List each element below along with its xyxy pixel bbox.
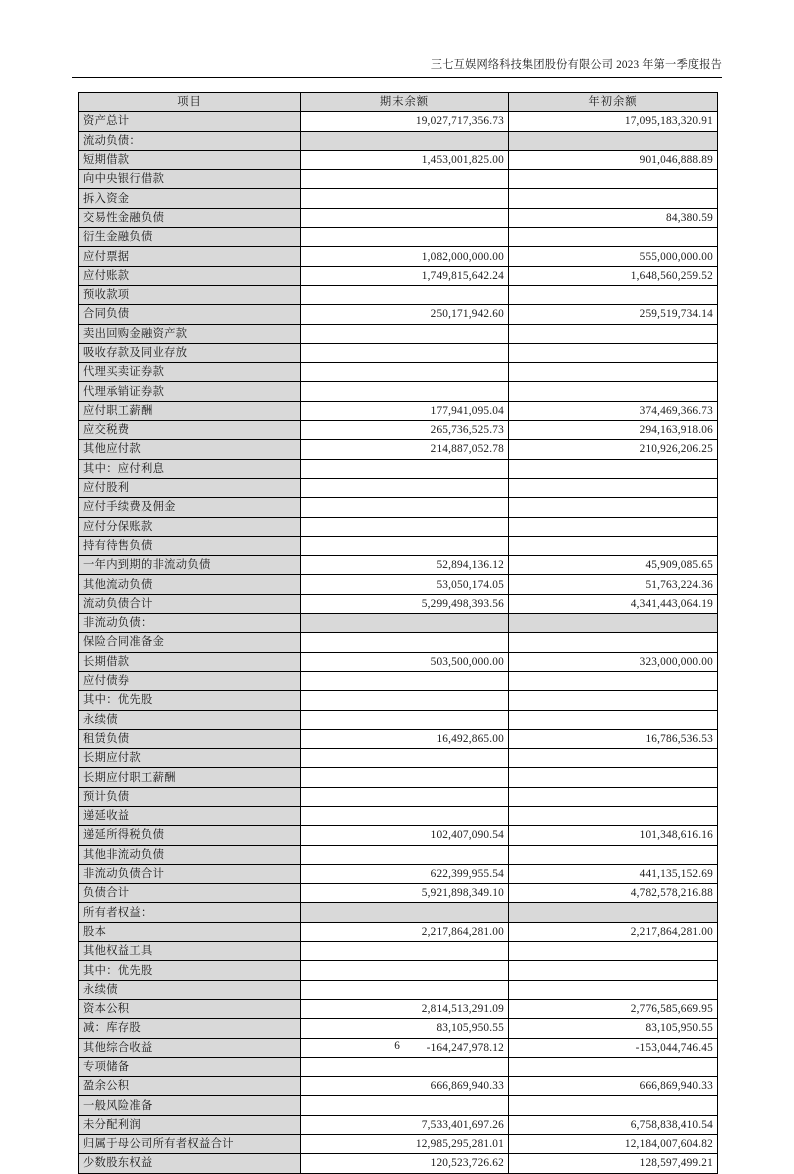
cell-year-begin bbox=[509, 614, 718, 633]
cell-period-end bbox=[301, 1096, 509, 1115]
cell-period-end bbox=[301, 131, 509, 150]
cell-year-begin bbox=[509, 324, 718, 343]
table-row bbox=[79, 691, 718, 710]
table-row bbox=[79, 324, 718, 343]
cell-period-end bbox=[301, 343, 509, 362]
cell-period-end bbox=[301, 671, 509, 690]
cell-period-end: 622,399,955.54 bbox=[301, 864, 509, 883]
row-label: 资产总计 bbox=[79, 112, 301, 131]
cell-period-end bbox=[301, 189, 509, 208]
cell-period-end: 83,105,950.55 bbox=[301, 1019, 509, 1038]
table-row bbox=[79, 556, 718, 575]
cell-year-begin bbox=[509, 806, 718, 825]
table-row bbox=[79, 536, 718, 555]
table-row bbox=[79, 1154, 718, 1173]
row-label: 流动负债合计 bbox=[79, 594, 301, 613]
cell-year-begin: 2,217,864,281.00 bbox=[509, 922, 718, 941]
cell-period-end bbox=[301, 228, 509, 247]
cell-period-end bbox=[301, 498, 509, 517]
table-row bbox=[79, 826, 718, 845]
table-row bbox=[79, 459, 718, 478]
table-row bbox=[79, 208, 718, 227]
cell-period-end bbox=[301, 324, 509, 343]
cell-period-end: 2,217,864,281.00 bbox=[301, 922, 509, 941]
table-row bbox=[79, 1135, 718, 1154]
cell-year-begin bbox=[509, 228, 718, 247]
cell-year-begin: 1,648,560,259.52 bbox=[509, 266, 718, 285]
row-label: 非流动负债合计 bbox=[79, 864, 301, 883]
table-row bbox=[79, 999, 718, 1018]
column-header-period-end: 期末余额 bbox=[301, 93, 509, 112]
table-row bbox=[79, 768, 718, 787]
cell-year-begin bbox=[509, 189, 718, 208]
cell-year-begin bbox=[509, 478, 718, 497]
row-label: 长期借款 bbox=[79, 652, 301, 671]
table-row bbox=[79, 131, 718, 150]
cell-year-begin: 6,758,838,410.54 bbox=[509, 1115, 718, 1134]
table-row bbox=[79, 305, 718, 324]
row-label: 一年内到期的非流动负债 bbox=[79, 556, 301, 575]
row-label: 持有待售负债 bbox=[79, 536, 301, 555]
cell-year-begin: 441,135,152.69 bbox=[509, 864, 718, 883]
table-row bbox=[79, 922, 718, 941]
cell-period-end bbox=[301, 478, 509, 497]
table-row bbox=[79, 671, 718, 690]
table-row bbox=[79, 594, 718, 613]
cell-year-begin bbox=[509, 845, 718, 864]
cell-year-begin bbox=[509, 710, 718, 729]
cell-year-begin bbox=[509, 942, 718, 961]
cell-period-end bbox=[301, 382, 509, 401]
cell-year-begin bbox=[509, 633, 718, 652]
cell-period-end: 214,887,052.78 bbox=[301, 440, 509, 459]
table-row bbox=[79, 363, 718, 382]
cell-period-end: 503,500,000.00 bbox=[301, 652, 509, 671]
cell-year-begin: 666,869,940.33 bbox=[509, 1077, 718, 1096]
row-label: 应付账款 bbox=[79, 266, 301, 285]
cell-year-begin: 4,782,578,216.88 bbox=[509, 884, 718, 903]
cell-period-end: 1,082,000,000.00 bbox=[301, 247, 509, 266]
cell-period-end: -164,247,978.12 bbox=[301, 1038, 509, 1057]
table-row bbox=[79, 1115, 718, 1134]
row-label: 衍生金融负债 bbox=[79, 228, 301, 247]
row-label: 吸收存款及同业存放 bbox=[79, 343, 301, 362]
table-row bbox=[79, 633, 718, 652]
cell-year-begin: 16,786,536.53 bbox=[509, 729, 718, 748]
row-label: 资本公积 bbox=[79, 999, 301, 1018]
cell-period-end bbox=[301, 1057, 509, 1076]
row-label: 应付职工薪酬 bbox=[79, 401, 301, 420]
row-label: 永续债 bbox=[79, 710, 301, 729]
row-label: 合同负债 bbox=[79, 305, 301, 324]
cell-year-begin: 45,909,085.65 bbox=[509, 556, 718, 575]
row-label: 流动负债： bbox=[79, 131, 301, 150]
cell-period-end bbox=[301, 980, 509, 999]
cell-year-begin bbox=[509, 749, 718, 768]
row-label: 归属于母公司所有者权益合计 bbox=[79, 1135, 301, 1154]
cell-year-begin: 555,000,000.00 bbox=[509, 247, 718, 266]
table-row bbox=[79, 1096, 718, 1115]
cell-year-begin: 17,095,183,320.91 bbox=[509, 112, 718, 131]
cell-year-begin bbox=[509, 285, 718, 304]
cell-period-end bbox=[301, 942, 509, 961]
row-label: 应付手续费及佣金 bbox=[79, 498, 301, 517]
cell-period-end: 7,533,401,697.26 bbox=[301, 1115, 509, 1134]
table-row bbox=[79, 942, 718, 961]
cell-period-end bbox=[301, 749, 509, 768]
cell-period-end: 177,941,095.04 bbox=[301, 401, 509, 420]
row-label: 其他流动负债 bbox=[79, 575, 301, 594]
row-label: 盈余公积 bbox=[79, 1077, 301, 1096]
table-row bbox=[79, 652, 718, 671]
cell-period-end: 2,814,513,291.09 bbox=[301, 999, 509, 1018]
table-body bbox=[79, 112, 718, 1173]
balance-sheet-table-container bbox=[78, 92, 717, 1174]
table-row bbox=[79, 980, 718, 999]
cell-period-end bbox=[301, 787, 509, 806]
cell-year-begin: 374,469,366.73 bbox=[509, 401, 718, 420]
table-row bbox=[79, 478, 718, 497]
cell-period-end bbox=[301, 710, 509, 729]
cell-year-begin bbox=[509, 498, 718, 517]
table-row bbox=[79, 749, 718, 768]
cell-period-end bbox=[301, 517, 509, 536]
row-label: 代理承销证券款 bbox=[79, 382, 301, 401]
cell-period-end: 666,869,940.33 bbox=[301, 1077, 509, 1096]
cell-year-begin bbox=[509, 363, 718, 382]
cell-year-begin: 84,380.59 bbox=[509, 208, 718, 227]
cell-year-begin: 4,341,443,064.19 bbox=[509, 594, 718, 613]
row-label: 其中：优先股 bbox=[79, 961, 301, 980]
cell-year-begin bbox=[509, 170, 718, 189]
cell-year-begin bbox=[509, 459, 718, 478]
row-label: 递延收益 bbox=[79, 806, 301, 825]
table-row bbox=[79, 575, 718, 594]
table-row bbox=[79, 343, 718, 362]
cell-year-begin: 323,000,000.00 bbox=[509, 652, 718, 671]
cell-year-begin: 901,046,888.89 bbox=[509, 150, 718, 169]
table-row bbox=[79, 247, 718, 266]
cell-year-begin: 128,597,499.21 bbox=[509, 1154, 718, 1173]
row-label: 其他非流动负债 bbox=[79, 845, 301, 864]
cell-period-end bbox=[301, 170, 509, 189]
table-row bbox=[79, 382, 718, 401]
row-label: 其他权益工具 bbox=[79, 942, 301, 961]
cell-period-end: 5,921,898,349.10 bbox=[301, 884, 509, 903]
row-label: 其中：优先股 bbox=[79, 691, 301, 710]
header-rule bbox=[72, 77, 722, 78]
cell-period-end: 250,171,942.60 bbox=[301, 305, 509, 324]
row-label: 永续债 bbox=[79, 980, 301, 999]
table-row bbox=[79, 228, 718, 247]
cell-period-end: 120,523,726.62 bbox=[301, 1154, 509, 1173]
row-label: 股本 bbox=[79, 922, 301, 941]
table-row bbox=[79, 806, 718, 825]
cell-year-begin bbox=[509, 691, 718, 710]
cell-year-begin: 83,105,950.55 bbox=[509, 1019, 718, 1038]
cell-period-end bbox=[301, 614, 509, 633]
cell-year-begin bbox=[509, 517, 718, 536]
balance-sheet-table bbox=[78, 92, 718, 1174]
cell-period-end: 265,736,525.73 bbox=[301, 421, 509, 440]
table-row bbox=[79, 401, 718, 420]
table-row bbox=[79, 710, 718, 729]
cell-year-begin bbox=[509, 131, 718, 150]
cell-year-begin bbox=[509, 1096, 718, 1115]
cell-period-end bbox=[301, 768, 509, 787]
table-row bbox=[79, 845, 718, 864]
row-label: 未分配利润 bbox=[79, 1115, 301, 1134]
table-row bbox=[79, 864, 718, 883]
cell-year-begin bbox=[509, 382, 718, 401]
column-header-item: 项目 bbox=[79, 93, 301, 112]
cell-period-end bbox=[301, 806, 509, 825]
cell-period-end: 16,492,865.00 bbox=[301, 729, 509, 748]
table-row bbox=[79, 729, 718, 748]
cell-period-end: 19,027,717,356.73 bbox=[301, 112, 509, 131]
cell-year-begin bbox=[509, 787, 718, 806]
cell-period-end: 102,407,090.54 bbox=[301, 826, 509, 845]
cell-year-begin bbox=[509, 980, 718, 999]
cell-period-end bbox=[301, 285, 509, 304]
row-label: 其他应付款 bbox=[79, 440, 301, 459]
table-row bbox=[79, 1077, 718, 1096]
row-label: 交易性金融负债 bbox=[79, 208, 301, 227]
row-label: 负债合计 bbox=[79, 884, 301, 903]
cell-year-begin: 12,184,007,604.82 bbox=[509, 1135, 718, 1154]
row-label: 应付票据 bbox=[79, 247, 301, 266]
cell-year-begin: -153,044,746.45 bbox=[509, 1038, 718, 1057]
table-row bbox=[79, 1019, 718, 1038]
cell-period-end: 5,299,498,393.56 bbox=[301, 594, 509, 613]
table-row bbox=[79, 517, 718, 536]
table-row bbox=[79, 421, 718, 440]
row-label: 预收款项 bbox=[79, 285, 301, 304]
table-row bbox=[79, 498, 718, 517]
cell-year-begin: 101,348,616.16 bbox=[509, 826, 718, 845]
cell-year-begin: 259,519,734.14 bbox=[509, 305, 718, 324]
row-label: 应交税费 bbox=[79, 421, 301, 440]
table-row bbox=[79, 440, 718, 459]
row-label: 一般风险准备 bbox=[79, 1096, 301, 1115]
row-label: 应付分保账款 bbox=[79, 517, 301, 536]
table-row bbox=[79, 170, 718, 189]
table-header-row bbox=[79, 93, 718, 112]
table-row bbox=[79, 1057, 718, 1076]
row-label: 递延所得税负债 bbox=[79, 826, 301, 845]
cell-period-end: 1,453,001,825.00 bbox=[301, 150, 509, 169]
cell-period-end bbox=[301, 633, 509, 652]
table-row bbox=[79, 150, 718, 169]
cell-year-begin bbox=[509, 343, 718, 362]
cell-period-end: 53,050,174.05 bbox=[301, 575, 509, 594]
table-header bbox=[79, 93, 718, 112]
row-label: 代理买卖证券款 bbox=[79, 363, 301, 382]
column-header-year-begin: 年初余额 bbox=[509, 93, 718, 112]
row-label: 应付债券 bbox=[79, 671, 301, 690]
cell-period-end bbox=[301, 691, 509, 710]
row-label: 少数股东权益 bbox=[79, 1154, 301, 1173]
row-label: 其中：应付利息 bbox=[79, 459, 301, 478]
row-label: 短期借款 bbox=[79, 150, 301, 169]
table-row bbox=[79, 614, 718, 633]
cell-period-end bbox=[301, 536, 509, 555]
row-label: 长期应付职工薪酬 bbox=[79, 768, 301, 787]
cell-year-begin bbox=[509, 671, 718, 690]
cell-period-end: 12,985,295,281.01 bbox=[301, 1135, 509, 1154]
cell-year-begin bbox=[509, 768, 718, 787]
cell-period-end bbox=[301, 845, 509, 864]
cell-year-begin: 210,926,206.25 bbox=[509, 440, 718, 459]
table-row bbox=[79, 285, 718, 304]
page-number: 6 bbox=[394, 1040, 400, 1052]
row-label: 长期应付款 bbox=[79, 749, 301, 768]
row-label: 卖出回购金融资产款 bbox=[79, 324, 301, 343]
table-row bbox=[79, 884, 718, 903]
row-label: 减：库存股 bbox=[79, 1019, 301, 1038]
cell-year-begin bbox=[509, 903, 718, 922]
cell-period-end bbox=[301, 459, 509, 478]
cell-year-begin: 2,776,585,669.95 bbox=[509, 999, 718, 1018]
cell-year-begin bbox=[509, 961, 718, 980]
cell-period-end bbox=[301, 363, 509, 382]
row-label: 预计负债 bbox=[79, 787, 301, 806]
table-row bbox=[79, 903, 718, 922]
table-row bbox=[79, 961, 718, 980]
table-row bbox=[79, 266, 718, 285]
table-row bbox=[79, 189, 718, 208]
row-label: 其他综合收益 bbox=[79, 1038, 301, 1057]
table-row bbox=[79, 787, 718, 806]
cell-year-begin bbox=[509, 536, 718, 555]
row-label: 非流动负债： bbox=[79, 614, 301, 633]
row-label: 拆入资金 bbox=[79, 189, 301, 208]
cell-period-end bbox=[301, 961, 509, 980]
cell-period-end bbox=[301, 208, 509, 227]
cell-year-begin: 51,763,224.36 bbox=[509, 575, 718, 594]
running-header: 三七互娱网络科技集团股份有限公司 2023 年第一季度报告 bbox=[430, 59, 722, 71]
cell-year-begin bbox=[509, 1057, 718, 1076]
row-label: 租赁负债 bbox=[79, 729, 301, 748]
cell-period-end: 52,894,136.12 bbox=[301, 556, 509, 575]
row-label: 专项储备 bbox=[79, 1057, 301, 1076]
row-label: 所有者权益： bbox=[79, 903, 301, 922]
table-row bbox=[79, 112, 718, 131]
row-label: 向中央银行借款 bbox=[79, 170, 301, 189]
cell-period-end: 1,749,815,642.24 bbox=[301, 266, 509, 285]
cell-period-end bbox=[301, 903, 509, 922]
row-label: 应付股利 bbox=[79, 478, 301, 497]
cell-year-begin: 294,163,918.06 bbox=[509, 421, 718, 440]
row-label: 保险合同准备金 bbox=[79, 633, 301, 652]
